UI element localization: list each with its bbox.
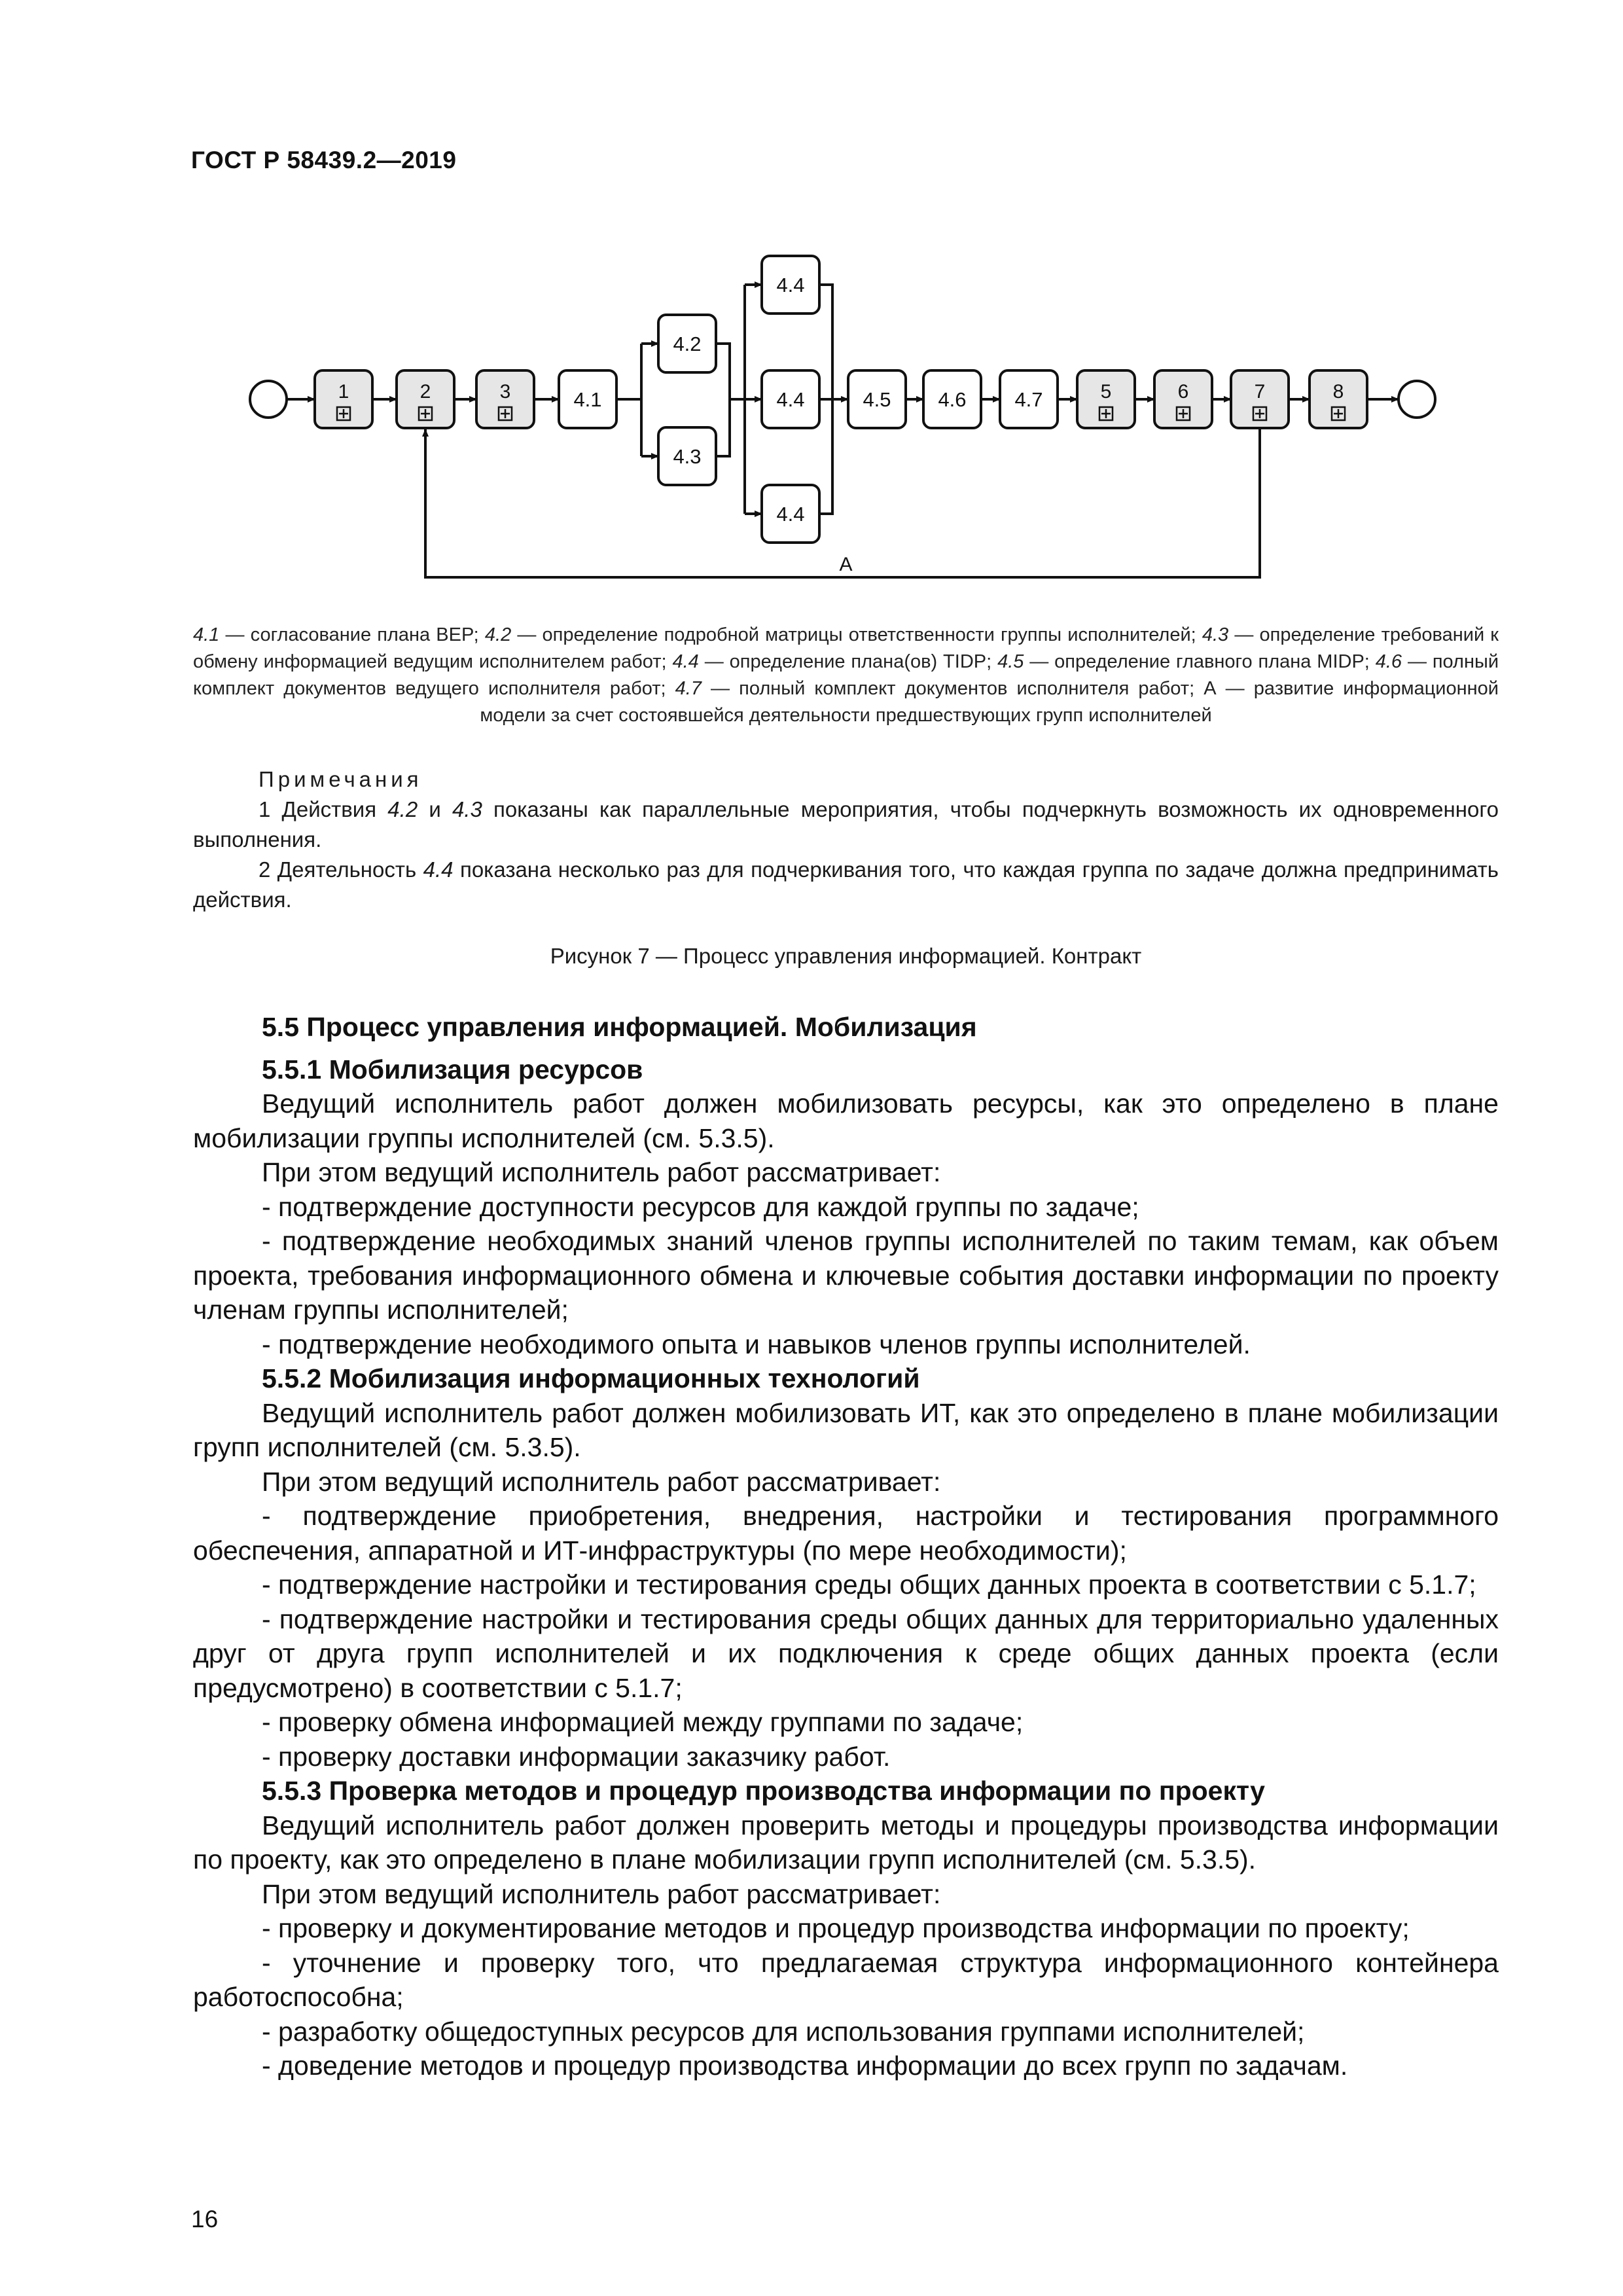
notes-heading: Примечания [259, 767, 423, 791]
loop-label: А [839, 554, 853, 575]
process-diagram [0, 0, 1623, 655]
figure-notes [193, 764, 1499, 915]
process-box-label: 6 [1177, 381, 1189, 403]
list-item: - подтверждение настройки и тестирования среды общих данных для территориально удаленных друг от друга групп исполнителей и их подключения к среде общих данных проекта (если предусмотрено) в соответствии с 5.1.7; [193, 1604, 1499, 1703]
legend-text: — определение подробной матрицы ответственности группы исполнителей; [511, 624, 1202, 645]
list-item: - подтверждение необходимых знаний членов группы исполнителей по таким темам, как объем проекта, требования информационного обмена и ключевые события доставки информации по проекту членам группы исполнителей; [193, 1226, 1499, 1325]
process-box-label: 4.2 [673, 332, 702, 355]
process-box-label: 4.6 [938, 388, 967, 411]
page-number: 16 [191, 2206, 219, 2233]
end-event [1399, 381, 1435, 418]
subsection-heading: 5.5.1 Мобилизация ресурсов [262, 1054, 643, 1085]
legend-key: 4.3 [1202, 624, 1229, 645]
note-1: 1 Действия 4.2 и 4.3 показаны как параллельные мероприятия, чтобы подчеркнуть возможность их одновременного выполнения. [193, 797, 1499, 852]
list-item: - уточнение и проверку того, что предлагаемая структура информационного контейнера работоспособна; [193, 1947, 1499, 2012]
join-bar-1 [716, 344, 730, 456]
section-heading: 5.5 Процесс управления информацией. Мобилизация [262, 1012, 977, 1042]
legend-text: — полный комплект документов ведущего исполнителя работ; [193, 651, 1499, 699]
process-box-label: 4.5 [863, 388, 891, 411]
legend-text: — согласование плана ВЕР; [219, 624, 485, 645]
paragraph: Ведущий исполнитель работ должен мобилизовать ИТ, как это определено в плане мобилизации групп исполнителей (см. 5.3.5). [193, 1397, 1499, 1462]
process-box-label: 4.4 [776, 388, 805, 411]
list-item: - проверку и документирование методов и процедур производства информации по проекту; [262, 1913, 1410, 1943]
paragraph: Ведущий исполнитель работ должен проверить методы и процедуры производства информации по проекту, как это определено в плане мобилизации групп исполнителей (см. 5.3.5). [193, 1810, 1499, 1874]
figure-legend [193, 622, 1499, 729]
note-2: 2 Деятельность 4.4 показана несколько раз для подчеркивания того, что каждая группа по задаче должна предпринимать действия. [193, 857, 1499, 912]
legend-text: — определение плана(ов) TIDP; [698, 651, 998, 672]
process-box-label: 2 [419, 381, 431, 403]
list-item: - проверку доставки информации заказчику работ. [262, 1741, 891, 1772]
figure-caption: Рисунок 7 — Процесс управления информацией. Контракт [550, 944, 1142, 968]
process-box-label: 4.4 [776, 274, 805, 296]
start-event [250, 381, 287, 418]
subsection-heading: 5.5.3 Проверка методов и процедур производства информации по проекту [262, 1776, 1265, 1806]
process-box-label: 4.3 [673, 445, 702, 468]
body-text [193, 1010, 1499, 2083]
list-item: - разработку общедоступных ресурсов для использования группами исполнителей; [262, 2016, 1305, 2047]
process-box-label: 4.1 [573, 388, 602, 411]
paragraph: При этом ведущий исполнитель работ рассматривает: [262, 1466, 941, 1497]
legend-key: 4.5 [997, 651, 1024, 672]
process-box-label: 4.4 [776, 503, 805, 526]
process-box-label: 5 [1100, 381, 1112, 403]
legend-key: 4.6 [1375, 651, 1402, 672]
paragraph: Ведущий исполнитель работ должен мобилизовать ресурсы, как это определено в плане мобилизации группы исполнителей (см. 5.3.5). [193, 1088, 1499, 1153]
list-item: - подтверждение настройки и тестирования среды общих данных проекта в соответствии с 5.1.7; [262, 1570, 1476, 1600]
paragraph: При этом ведущий исполнитель работ рассматривает: [262, 1878, 941, 1909]
paragraph: При этом ведущий исполнитель работ рассматривает: [262, 1157, 941, 1187]
process-box-label: 8 [1332, 381, 1344, 403]
legend-key: 4.1 [193, 624, 220, 645]
process-box-label: 7 [1254, 381, 1266, 403]
legend-key: 4.4 [672, 651, 699, 672]
legend-key: 4.7 [675, 678, 702, 699]
legend-text: — полный комплект документов исполнителя работ; А — развитие информационной модели за счет состоявшейся деятельности предшествующих групп исполнителей [480, 678, 1499, 726]
legend-key: 4.2 [484, 624, 512, 645]
list-item: - проверку обмена информацией между группами по задаче; [262, 1707, 1024, 1737]
legend-text: — определение требований к обмену информацией ведущим исполнителем работ; [193, 624, 1499, 672]
document-header: ГОСТ Р 58439.2—2019 [191, 147, 457, 173]
subsection-heading: 5.5.2 Мобилизация информационных технологий [262, 1363, 920, 1393]
process-box-label: 3 [499, 381, 511, 403]
list-item: - подтверждение приобретения, внедрения, настройки и тестирования программного обеспечения, аппаратной и ИТ-инфраструктуры (по мере необходимости); [193, 1501, 1499, 1566]
process-box-label: 1 [338, 381, 349, 403]
process-box-label: 4.7 [1014, 388, 1043, 411]
legend-text: — определение главного плана MIDP; [1024, 651, 1376, 672]
list-item: - доведение методов и процедур производства информации до всех групп по задачам. [262, 2051, 1348, 2081]
list-item: - подтверждение доступности ресурсов для каждой группы по задаче; [262, 1191, 1139, 1222]
list-item: - подтверждение необходимого опыта и навыков членов группы исполнителей. [262, 1329, 1251, 1359]
